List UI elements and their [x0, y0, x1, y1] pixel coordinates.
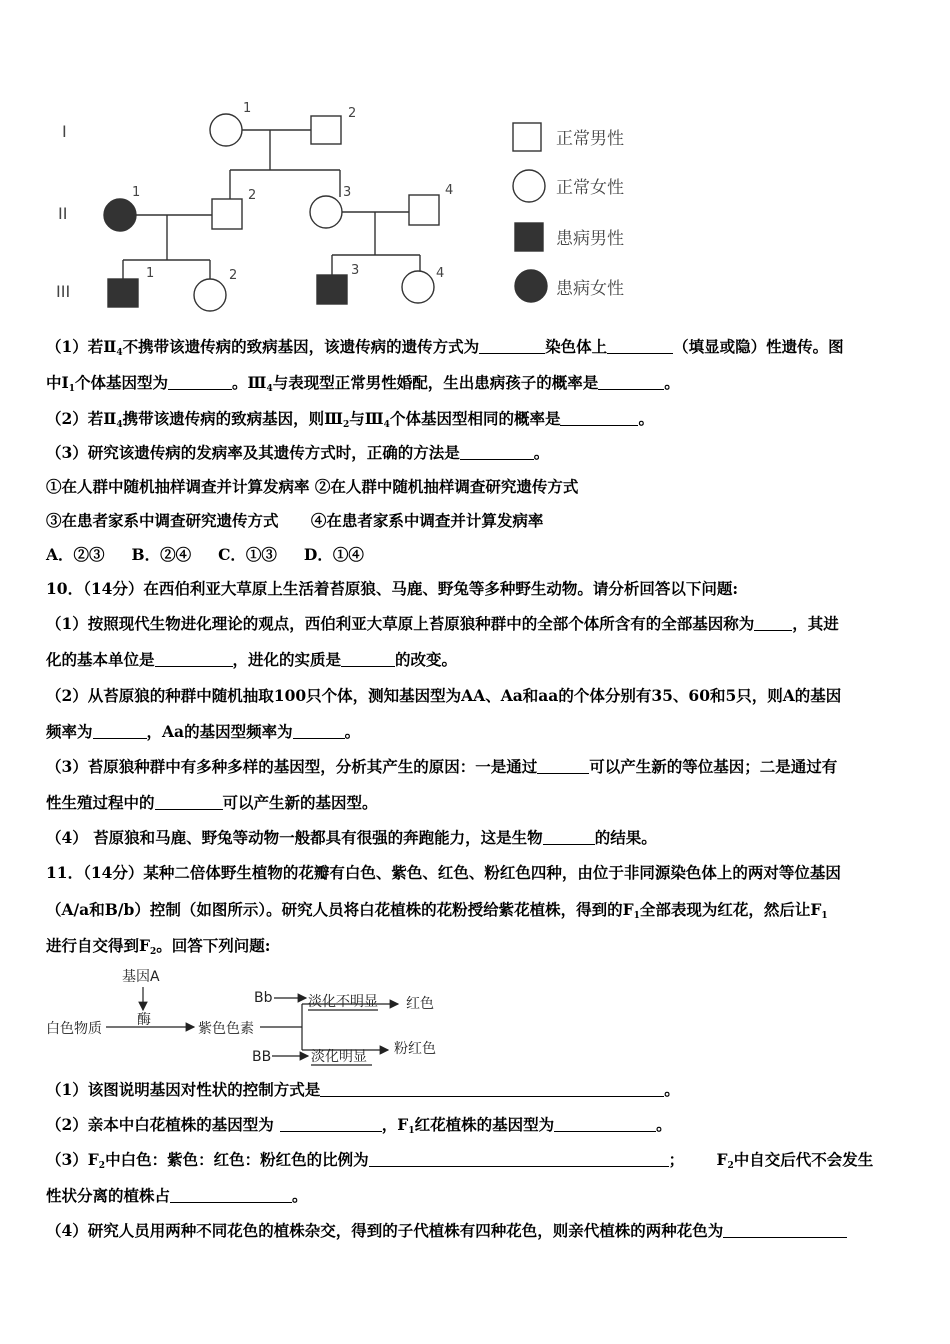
flow-light-fade: 淡化不明显	[308, 994, 378, 1010]
q11-part1: （1）该图说明基因对性状的控制方式是 。	[46, 1080, 680, 1099]
q9-options-line2: ③在患者家系中调查研究遗传方式 ④在患者家系中调查并计算发病率	[46, 511, 544, 530]
legend-affected-male-symbol	[515, 223, 543, 251]
legend-affected-female-label: 患病女性	[556, 279, 624, 299]
iii1-affected-male	[108, 279, 138, 307]
flow-red: 红色	[406, 996, 434, 1012]
answer-blank[interactable]	[598, 375, 664, 390]
q10-part1-line1: （1）按照现代生物进化理论的观点，西伯利亚大草原上苔原狼种群中的全部个体所含有的全部基因称为 ，其进	[46, 614, 839, 633]
q10-part3-line2: 性生殖过程中的 可以产生新的基因型。	[46, 793, 378, 812]
flow-pink: 粉红色	[394, 1041, 436, 1057]
number-iii3: 3	[351, 263, 360, 278]
legend-affected-male-label: 患病男性	[556, 229, 624, 249]
ii3-normal-female	[310, 196, 342, 228]
number-ii2: 2	[248, 188, 257, 203]
q10-part4: （4） 苔原狼和马鹿、野兔等动物一般都具有很强的奔跑能力，这是生物 的结果。	[46, 828, 657, 847]
answer-blank[interactable]	[554, 1117, 656, 1132]
answer-blank[interactable]	[280, 1117, 382, 1132]
answer-blank[interactable]	[155, 652, 233, 667]
q11-part3-line2: 性状分离的植株占 。	[46, 1186, 308, 1205]
answer-blank[interactable]	[168, 375, 232, 390]
flow-bb-lower: BB	[252, 1049, 272, 1065]
q9-part1-line1: （1）若$Ⅱ_4$不携带该遗传病的致病基因，该遗传病的遗传方式为 染色体上 （填显或隐）性遗传。图	[46, 337, 844, 358]
answer-blank[interactable]	[93, 724, 147, 739]
number-iii2: 2	[229, 268, 238, 283]
i2-normal-male	[311, 116, 341, 144]
number-iii1: 1	[146, 266, 155, 281]
q9-options-line1: ①在人群中随机抽样调查并计算发病率 ②在人群中随机抽样调查研究遗传方式	[46, 477, 579, 496]
ii4-normal-male	[409, 195, 439, 225]
flow-enzyme: 酶	[137, 1012, 151, 1028]
generation-label-i: I	[62, 122, 67, 141]
generation-label-iii: III	[56, 282, 71, 301]
q11-part4: （4）研究人员用两种不同花色的植株杂交，得到的子代植株有四种花色，则亲代植株的两种花色为	[46, 1221, 916, 1241]
q11-part3-line1: $(3)F_2$中白色：紫色：红色：粉红色的比例为 ； $F_2$中自交后代不会发生	[46, 1150, 874, 1171]
flow-purple-pigment: 紫色色素	[198, 1021, 254, 1037]
number-iii4: 4	[436, 266, 445, 281]
q10-intro: 10．（14分）在西伯利亚大草原上生活着苔原狼、马鹿、野兔等多种野生动物。请分析回答以下问题:	[46, 579, 739, 598]
iii4-normal-female	[402, 271, 434, 303]
q11-intro-line2: （A/a和B/b）控制（如图所示）。研究人员将白花植株的花粉授给紫花植株，得到的$F_1$全部表现为红花，然后让$F_1$	[46, 900, 828, 921]
ii2-normal-male	[212, 199, 242, 229]
answer-blank[interactable]	[723, 1223, 847, 1238]
answer-blank[interactable]	[341, 652, 395, 667]
answer-blank[interactable]	[607, 339, 673, 354]
q9-part2: （2）若$Ⅱ_4$携带该遗传病的致病基因，则$Ⅲ_2$与$Ⅲ_4$个体基因型相同的概率是 。	[46, 409, 654, 430]
answer-blank[interactable]	[543, 830, 595, 845]
flow-strong-fade: 淡化明显	[311, 1049, 367, 1065]
q10-part1-line2: 化的基本单位是 ，进化的实质是 的改变。	[46, 650, 458, 669]
q9-part1-line2: 中$Ⅰ_1$个体基因型为 。$Ⅲ_4$与表现型正常男性婚配，生出患病孩子的概率是 。	[46, 373, 680, 394]
i1-normal-female	[210, 114, 242, 146]
answer-blank[interactable]	[479, 339, 545, 354]
number-ii3: 3	[343, 185, 352, 200]
answer-blank[interactable]	[320, 1082, 664, 1097]
answer-blank[interactable]	[460, 445, 534, 460]
pedigree-diagram	[40, 95, 680, 320]
number-ii4: 4	[445, 183, 454, 198]
answer-blank[interactable]	[560, 411, 638, 426]
legend-normal-male-label: 正常男性	[556, 129, 624, 149]
generation-label-ii: II	[58, 204, 68, 223]
answer-blank[interactable]	[537, 759, 589, 774]
q11-part2: （2）亲本中白花植株的基因型为 ，$F_1$红花植株的基因型为 。	[46, 1115, 672, 1136]
ii1-affected-female	[104, 199, 136, 231]
answer-blank[interactable]	[293, 724, 345, 739]
legend-normal-female-symbol	[513, 170, 545, 202]
q11-intro-line1: 11．（14分）某种二倍体野生植物的花瓣有白色、紫色、红色、粉红色四种，由位于非同源染色体上的两对等位基因	[46, 863, 841, 882]
legend-normal-male-symbol	[513, 123, 541, 151]
answer-blank[interactable]	[369, 1152, 669, 1167]
iii2-normal-female	[194, 279, 226, 311]
q11-intro-line3: 进行自交得到$F_2$。回答下列问题:	[46, 936, 271, 957]
number-i1: 1	[243, 101, 252, 116]
legend-affected-female-symbol	[515, 270, 547, 302]
iii3-affected-male	[317, 275, 347, 304]
q9-part3: （3）研究该遗传病的发病率及其遗传方式时，正确的方法是 。	[46, 443, 550, 462]
q10-part2-line2: 频率为 ，Aa的基因型频率为 。	[46, 722, 361, 741]
flow-bb-upper: Bb	[254, 990, 273, 1006]
q10-part2-line1: （2）从苔原狼的种群中随机抽取100只个体，测知基因型为AA、Aa和aa的个体分别有35、60和5只，则A的基因	[46, 686, 842, 705]
q10-part3-line1: （3）苔原狼种群中有多种多样的基因型，分析其产生的原因：一是通过 可以产生新的等位基因；二是通过有	[46, 757, 838, 776]
q9-choices: A．②③ B．②④ C．①③ D．①④	[46, 545, 364, 564]
gene-pathway-diagram	[40, 962, 460, 1072]
flow-white-substance: 白色物质	[46, 1021, 102, 1037]
answer-blank[interactable]	[155, 795, 223, 810]
flow-gene-a: 基因A	[122, 969, 160, 985]
answer-blank[interactable]	[170, 1188, 292, 1203]
number-ii1: 1	[132, 185, 141, 200]
number-i2: 2	[348, 106, 357, 121]
answer-blank[interactable]	[754, 616, 792, 631]
legend-normal-female-label: 正常女性	[556, 178, 624, 198]
